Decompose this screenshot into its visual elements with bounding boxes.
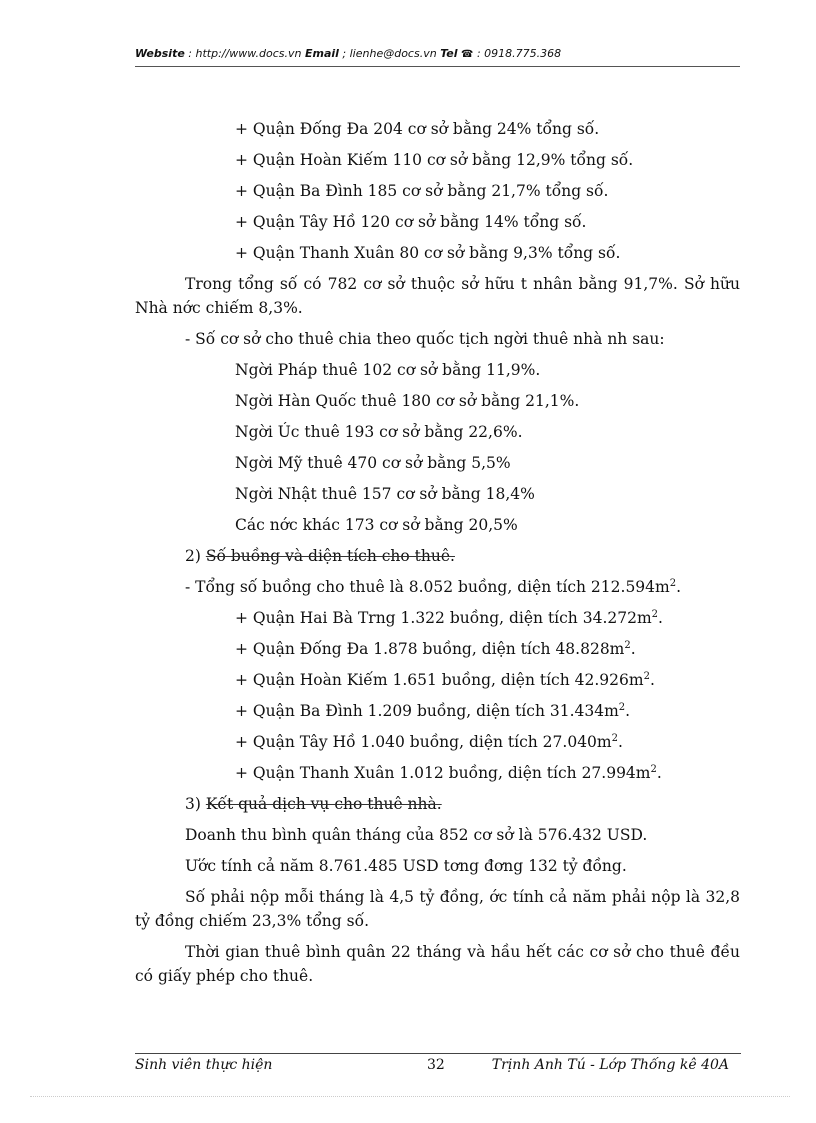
district-item: + Quận Đống Đa 204 cơ sở bằng 24% tổng số.: [235, 120, 600, 138]
rooms-item-text: + Quận Hai Bà Trng 1.322 buồng, diện tích 34.272m: [235, 609, 652, 627]
rooms-item-text: + Quận Ba Đình 1.209 buồng, diện tích 31.434m: [235, 702, 619, 720]
tel-number: : 0918.775.368: [473, 47, 562, 60]
rooms-item: [135, 668, 740, 699]
superscript: 2: [643, 670, 650, 682]
revenue-line: Doanh thu bình quân tháng của 852 cơ sở là 576.432 USD.: [185, 826, 648, 844]
tel-label: Tel: [440, 47, 458, 60]
nationality-item: Ngời Hàn Quốc thuê 180 cơ sở bằng 21,1%.: [235, 392, 580, 410]
period: .: [618, 733, 623, 751]
section-heading-2: [135, 544, 740, 575]
rooms-item: [135, 730, 740, 761]
rooms-item-text: + Quận Hoàn Kiếm 1.651 buồng, diện tích 42.926m: [235, 671, 644, 689]
email-label: Email: [304, 47, 339, 60]
rooms-item: [135, 637, 740, 668]
nationality-item: Các nớc khác 173 cơ sở bằng 20,5%: [235, 516, 518, 534]
nationality-item: Ngời Úc thuê 193 cơ sở bằng 22,6%.: [235, 423, 523, 441]
phone-icon: ☎: [461, 49, 474, 60]
bottom-dotted-rule: [30, 1096, 790, 1097]
district-item: + Quận Tây Hồ 120 cơ sở bằng 14% tổng số.: [235, 213, 587, 231]
district-item: + Quận Hoàn Kiếm 110 cơ sở bằng 12,9% tổng số.: [235, 151, 634, 169]
nationality-item: Ngời Nhật thuê 157 cơ sở bằng 18,4%: [235, 485, 535, 503]
superscript: 2: [624, 639, 631, 651]
period: .: [658, 609, 663, 627]
district-item: + Quận Thanh Xuân 80 cơ sở bằng 9,3% tổng số.: [235, 244, 621, 262]
rooms-item: [135, 761, 740, 792]
period: .: [625, 702, 631, 720]
page-header: [135, 47, 740, 67]
superscript: 2: [618, 701, 626, 713]
section-heading-3: [135, 792, 740, 823]
nationality-item: Ngời Pháp thuê 102 cơ sở bằng 11,9%.: [235, 361, 541, 379]
rooms-item-text: + Quận Tây Hồ 1.040 buồng, diện tích 27.040m: [235, 733, 612, 751]
heading-text: Số buồng và diện tích cho thuê.: [205, 547, 455, 565]
footer-right: Trịnh Anh Tú - Lớp Thống kê 40A: [491, 1057, 729, 1073]
superscript: 2: [650, 763, 657, 775]
rooms-item-text: + Quận Thanh Xuân 1.012 buồng, diện tích 27.994m: [235, 764, 651, 782]
website-url[interactable]: : http://www.docs.vn: [184, 47, 305, 60]
heading-number: 2): [185, 547, 206, 565]
rooms-item: [135, 699, 740, 730]
nationality-item: Ngời Mỹ thuê 470 cơ sở bằng 5,5%: [235, 454, 511, 472]
period: .: [630, 640, 636, 658]
footer-divider: [135, 1053, 741, 1054]
superscript: 2: [669, 577, 677, 589]
page-number: 32: [427, 1057, 445, 1073]
nationality-intro: - Số cơ sở cho thuê chia theo quốc tịch ngời thuê nhà nh sau:: [185, 330, 665, 348]
estimate-line: Ước tính cả năm 8.761.485 USD tơng đơng 132 tỷ đồng.: [185, 857, 627, 875]
page-footer: [135, 1057, 741, 1079]
rooms-total-text: - Tổng số buồng cho thuê là 8.052 buồng, diện tích 212.594m: [185, 578, 670, 596]
rooms-total: [135, 575, 740, 606]
rooms-item-text: + Quận Đống Đa 1.878 buồng, diện tích 48.828m: [235, 640, 625, 658]
period: .: [676, 578, 682, 596]
superscript: 2: [611, 732, 618, 744]
rent-paragraph: Thời gian thuê bình quân 22 tháng và hầu hết các cơ sở cho thuê đều có giấy phép cho thuê.: [135, 943, 740, 985]
tax-paragraph: Số phải nộp mỗi tháng là 4,5 tỷ đồng, ớc tính cả năm phải nộp là 32,8 tỷ đồng chiếm 23,3% tổng số.: [135, 888, 740, 930]
email-address[interactable]: ; lienhe@docs.vn: [338, 47, 441, 60]
page-body: [135, 117, 740, 995]
period: .: [656, 764, 662, 782]
superscript: 2: [651, 608, 659, 620]
ownership-paragraph: Trong tổng số có 782 cơ sở thuộc sở hữu t nhân bằng 91,7%. Sở hữu Nhà nớc chiếm 8,3%.: [135, 275, 740, 317]
period: .: [649, 671, 655, 689]
website-label: Website: [135, 47, 185, 60]
district-item: + Quận Ba Đình 185 cơ sở bằng 21,7% tổng số.: [235, 182, 609, 200]
heading-text: Kết quả dịch vụ cho thuê nhà.: [205, 795, 442, 813]
footer-left: Sinh viên thực hiện: [135, 1057, 273, 1073]
heading-number: 3): [185, 795, 206, 813]
rooms-item: [135, 606, 740, 637]
